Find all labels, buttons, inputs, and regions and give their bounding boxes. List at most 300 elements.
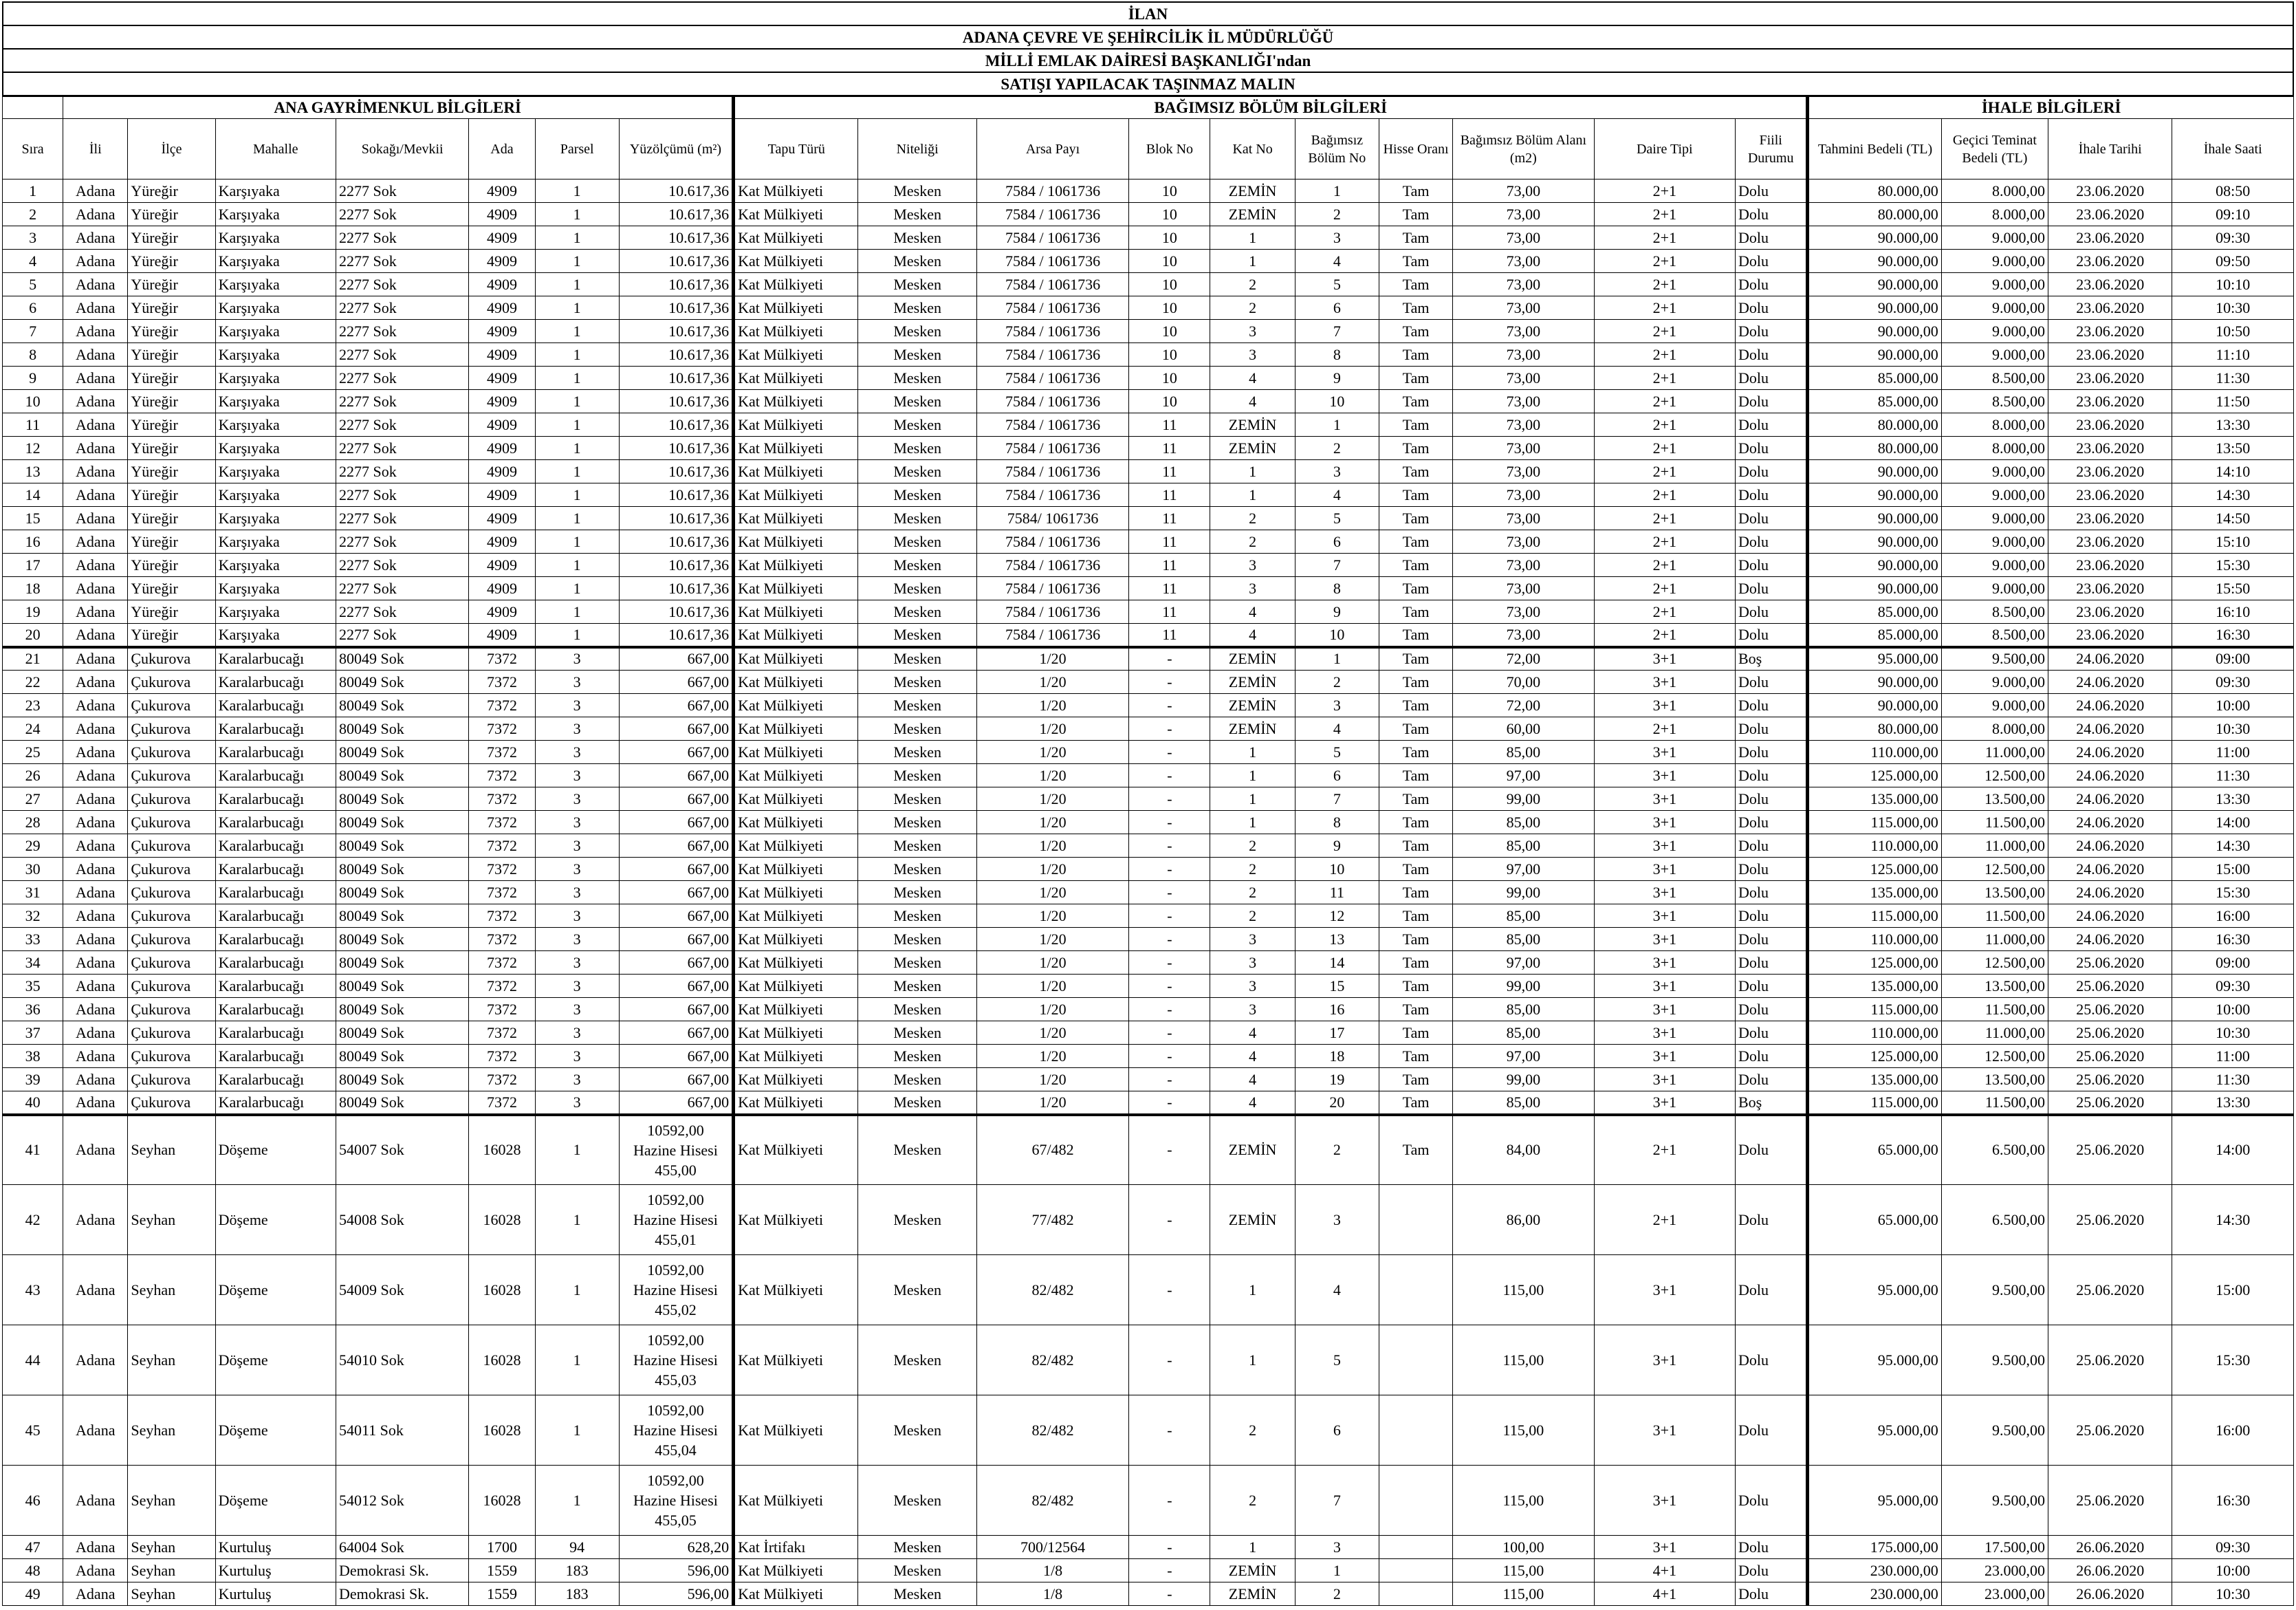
cell-ihale-saati: 13:30: [2172, 413, 2294, 437]
cell-tahmini-bedel: 110.000,00: [1808, 1021, 1941, 1045]
cell-hisse-orani: Tam: [1379, 343, 1452, 367]
cell-il: Adana: [63, 577, 128, 600]
cell-bolum-no: 6: [1295, 530, 1379, 554]
cell-il: Adana: [63, 881, 128, 904]
cell-hisse-orani: Tam: [1379, 460, 1452, 483]
cell-blok-no: -: [1129, 764, 1210, 787]
cell-hisse-orani: Tam: [1379, 1021, 1452, 1045]
table-row: [3, 1466, 2294, 1536]
cell-arsa-payi: 7584 / 1061736: [976, 367, 1128, 390]
cell-blok-no: -: [1129, 1068, 1210, 1091]
table-row: [3, 577, 2294, 600]
cell-arsa-payi: 7584 / 1061736: [976, 203, 1128, 226]
cell-niteligi: Mesken: [858, 858, 976, 881]
cell-fiili-durumu: Dolu: [1735, 1115, 1807, 1185]
cell-il: Adana: [63, 1466, 128, 1536]
cell-kat-no: 4: [1210, 624, 1295, 647]
cell-ihale-saati: 09:30: [2172, 226, 2294, 250]
cell-ilce: Çukurova: [128, 975, 215, 998]
cell-niteligi: Mesken: [858, 1536, 976, 1559]
cell-hisse-orani: Tam: [1379, 647, 1452, 671]
cell-tahmini-bedel: 135.000,00: [1808, 975, 1941, 998]
cell-tapu-turu: Kat Mülkiyeti: [734, 624, 858, 647]
cell-gecici-teminat: 9.000,00: [1941, 577, 2048, 600]
cell-bolum-alani: 73,00: [1453, 180, 1594, 203]
cell-kat-no: 1: [1210, 741, 1295, 764]
cell-mahalle: Karşıyaka: [215, 343, 336, 367]
cell-gecici-teminat: 13.500,00: [1941, 787, 2048, 811]
cell-ilce: Yüreğir: [128, 180, 215, 203]
cell-parsel: 1: [535, 460, 619, 483]
cell-ihale-tarihi: 23.06.2020: [2048, 250, 2172, 273]
cell-ihale-saati: 10:30: [2172, 717, 2294, 741]
cell-kat-no: 1: [1210, 483, 1295, 507]
cell-il: Adana: [63, 975, 128, 998]
cell-fiili-durumu: Dolu: [1735, 1395, 1807, 1466]
cell-bolum-no: 5: [1295, 741, 1379, 764]
cell-blok-no: -: [1129, 928, 1210, 951]
cell-blok-no: 11: [1129, 507, 1210, 530]
cell-ihale-tarihi: 23.06.2020: [2048, 483, 2172, 507]
cell-sira: 45: [3, 1395, 63, 1466]
cell-sira: 14: [3, 483, 63, 507]
cell-bolum-alani: 73,00: [1453, 530, 1594, 554]
cell-sokak: 2277 Sok: [336, 530, 468, 554]
cell-parsel: 1: [535, 413, 619, 437]
cell-hisse-orani: Tam: [1379, 273, 1452, 296]
cell-ilce: Yüreğir: [128, 343, 215, 367]
column-header-tahmini-bedel: Tahmini Bedeli (TL): [1808, 119, 1941, 180]
cell-niteligi: Mesken: [858, 1582, 976, 1606]
cell-il: Adana: [63, 507, 128, 530]
cell-blok-no: -: [1129, 694, 1210, 717]
cell-kat-no: 4: [1210, 1091, 1295, 1115]
cell-sokak: 2277 Sok: [336, 507, 468, 530]
cell-kat-no: 1: [1210, 226, 1295, 250]
cell-sira: 37: [3, 1021, 63, 1045]
cell-kat-no: 3: [1210, 975, 1295, 998]
cell-ihale-tarihi: 24.06.2020: [2048, 858, 2172, 881]
cell-fiili-durumu: Dolu: [1735, 1466, 1807, 1536]
cell-yuzolcumu: 10.617,36: [619, 203, 733, 226]
cell-hisse-orani: Tam: [1379, 811, 1452, 834]
cell-bolum-alani: 73,00: [1453, 507, 1594, 530]
cell-arsa-payi: 1/20: [976, 1068, 1128, 1091]
cell-bolum-no: 9: [1295, 600, 1379, 624]
cell-parsel: 1: [535, 273, 619, 296]
cell-bolum-no: 18: [1295, 1045, 1379, 1068]
cell-bolum-no: 4: [1295, 1255, 1379, 1325]
cell-ilce: Yüreğir: [128, 624, 215, 647]
cell-tapu-turu: Kat Mülkiyeti: [734, 413, 858, 437]
cell-bolum-alani: 115,00: [1453, 1466, 1594, 1536]
cell-arsa-payi: 67/482: [976, 1115, 1128, 1185]
cell-yuzolcumu: 667,00: [619, 811, 733, 834]
cell-blok-no: -: [1129, 975, 1210, 998]
cell-bolum-no: 20: [1295, 1091, 1379, 1115]
cell-blok-no: -: [1129, 998, 1210, 1021]
cell-ihale-saati: 10:30: [2172, 1021, 2294, 1045]
table-row: [3, 460, 2294, 483]
cell-fiili-durumu: Dolu: [1735, 390, 1807, 413]
cell-ada: 7372: [469, 951, 535, 975]
cell-bolum-alani: 60,00: [1453, 717, 1594, 741]
cell-tahmini-bedel: 80.000,00: [1808, 413, 1941, 437]
cell-ihale-tarihi: 25.06.2020: [2048, 1395, 2172, 1466]
cell-ihale-tarihi: 23.06.2020: [2048, 273, 2172, 296]
cell-ilce: Seyhan: [128, 1185, 215, 1255]
cell-ada: 4909: [469, 250, 535, 273]
cell-parsel: 3: [535, 1091, 619, 1115]
cell-il: Adana: [63, 1045, 128, 1068]
cell-sokak: 64004 Sok: [336, 1536, 468, 1559]
cell-hisse-orani: Tam: [1379, 1068, 1452, 1091]
cell-ihale-tarihi: 25.06.2020: [2048, 1068, 2172, 1091]
cell-bolum-alani: 100,00: [1453, 1536, 1594, 1559]
cell-bolum-no: 3: [1295, 460, 1379, 483]
cell-bolum-no: 5: [1295, 507, 1379, 530]
cell-tahmini-bedel: 90.000,00: [1808, 483, 1941, 507]
cell-hisse-orani: Tam: [1379, 904, 1452, 928]
cell-daire-tipi: 2+1: [1594, 273, 1735, 296]
cell-ihale-tarihi: 23.06.2020: [2048, 203, 2172, 226]
cell-yuzolcumu: 667,00: [619, 881, 733, 904]
cell-bolum-alani: 115,00: [1453, 1582, 1594, 1606]
cell-ihale-saati: 15:10: [2172, 530, 2294, 554]
cell-parsel: 3: [535, 834, 619, 858]
table-row: [3, 600, 2294, 624]
cell-ihale-saati: 16:10: [2172, 600, 2294, 624]
cell-ada: 4909: [469, 203, 535, 226]
cell-daire-tipi: 3+1: [1594, 928, 1735, 951]
cell-tahmini-bedel: 90.000,00: [1808, 296, 1941, 320]
cell-blok-no: -: [1129, 1395, 1210, 1466]
cell-fiili-durumu: Dolu: [1735, 998, 1807, 1021]
cell-ihale-tarihi: 24.06.2020: [2048, 671, 2172, 694]
cell-hisse-orani: Tam: [1379, 530, 1452, 554]
cell-hisse-orani: Tam: [1379, 717, 1452, 741]
cell-mahalle: Döşeme: [215, 1395, 336, 1466]
cell-parsel: 3: [535, 1021, 619, 1045]
cell-line: Hazine Hisesi: [633, 1351, 718, 1369]
cell-tahmini-bedel: 90.000,00: [1808, 530, 1941, 554]
cell-arsa-payi: 82/482: [976, 1395, 1128, 1466]
cell-tahmini-bedel: 90.000,00: [1808, 250, 1941, 273]
cell-mahalle: Karalarbucağı: [215, 741, 336, 764]
cell-ada: 7372: [469, 811, 535, 834]
cell-tahmini-bedel: 115.000,00: [1808, 904, 1941, 928]
cell-gecici-teminat: 11.500,00: [1941, 1091, 2048, 1115]
cell-ada: 1559: [469, 1559, 535, 1582]
cell-parsel: 1: [535, 1185, 619, 1255]
table-row: [3, 787, 2294, 811]
cell-ihale-saati: 11:30: [2172, 367, 2294, 390]
cell-bolum-alani: 73,00: [1453, 296, 1594, 320]
cell-mahalle: Döşeme: [215, 1115, 336, 1185]
cell-arsa-payi: 7584 / 1061736: [976, 180, 1128, 203]
cell-bolum-alani: 99,00: [1453, 787, 1594, 811]
cell-hisse-orani: Tam: [1379, 483, 1452, 507]
cell-ihale-saati: 14:50: [2172, 507, 2294, 530]
cell-ilce: Çukurova: [128, 858, 215, 881]
cell-niteligi: Mesken: [858, 460, 976, 483]
cell-arsa-payi: 1/20: [976, 741, 1128, 764]
table-row: [3, 858, 2294, 881]
cell-fiili-durumu: Dolu: [1735, 811, 1807, 834]
cell-kat-no: 2: [1210, 530, 1295, 554]
cell-arsa-payi: 1/20: [976, 975, 1128, 998]
cell-parsel: 3: [535, 858, 619, 881]
cell-kat-no: 3: [1210, 554, 1295, 577]
cell-daire-tipi: 2+1: [1594, 203, 1735, 226]
section-empty: [3, 97, 63, 119]
cell-tahmini-bedel: 115.000,00: [1808, 811, 1941, 834]
cell-kat-no: 4: [1210, 1045, 1295, 1068]
cell-ilce: Yüreğir: [128, 320, 215, 343]
cell-yuzolcumu: 628,20: [619, 1536, 733, 1559]
cell-sira: 15: [3, 507, 63, 530]
table-row: [3, 1395, 2294, 1466]
table-row: [3, 367, 2294, 390]
cell-ilce: Yüreğir: [128, 530, 215, 554]
cell-daire-tipi: 2+1: [1594, 226, 1735, 250]
cell-yuzolcumu: 10.617,36: [619, 390, 733, 413]
cell-sira: 21: [3, 647, 63, 671]
cell-tapu-turu: Kat Mülkiyeti: [734, 975, 858, 998]
cell-bolum-no: 15: [1295, 975, 1379, 998]
cell-tapu-turu: Kat Mülkiyeti: [734, 834, 858, 858]
cell-blok-no: 10: [1129, 343, 1210, 367]
cell-kat-no: 1: [1210, 1255, 1295, 1325]
cell-tahmini-bedel: 90.000,00: [1808, 671, 1941, 694]
table-row: [3, 928, 2294, 951]
cell-sokak: 54008 Sok: [336, 1185, 468, 1255]
cell-daire-tipi: 2+1: [1594, 320, 1735, 343]
cell-niteligi: Mesken: [858, 530, 976, 554]
cell-bolum-no: 6: [1295, 764, 1379, 787]
cell-yuzolcumu: 10.617,36: [619, 577, 733, 600]
cell-sira: 46: [3, 1466, 63, 1536]
cell-bolum-alani: 73,00: [1453, 250, 1594, 273]
cell-tapu-turu: Kat Mülkiyeti: [734, 577, 858, 600]
cell-blok-no: 10: [1129, 320, 1210, 343]
cell-niteligi: Mesken: [858, 320, 976, 343]
cell-ihale-tarihi: 23.06.2020: [2048, 296, 2172, 320]
cell-gecici-teminat: 11.000,00: [1941, 741, 2048, 764]
column-header-parsel: Parsel: [535, 119, 619, 180]
cell-kat-no: 1: [1210, 811, 1295, 834]
cell-fiili-durumu: Dolu: [1735, 834, 1807, 858]
table-row: [3, 226, 2294, 250]
cell-gecici-teminat: 11.500,00: [1941, 904, 2048, 928]
cell-blok-no: 10: [1129, 390, 1210, 413]
cell-ada: 4909: [469, 554, 535, 577]
cell-tahmini-bedel: 85.000,00: [1808, 624, 1941, 647]
cell-bolum-alani: 85,00: [1453, 904, 1594, 928]
cell-fiili-durumu: Dolu: [1735, 367, 1807, 390]
cell-niteligi: Mesken: [858, 273, 976, 296]
cell-niteligi: Mesken: [858, 1466, 976, 1536]
column-header-hisse-orani: Hisse Oranı: [1379, 119, 1452, 180]
cell-fiili-durumu: Dolu: [1735, 904, 1807, 928]
cell-mahalle: Kurtuluş: [215, 1536, 336, 1559]
cell-blok-no: -: [1129, 1559, 1210, 1582]
cell-niteligi: Mesken: [858, 624, 976, 647]
cell-yuzolcumu: 10.617,36: [619, 413, 733, 437]
cell-ihale-tarihi: 24.06.2020: [2048, 741, 2172, 764]
cell-parsel: 1: [535, 1325, 619, 1395]
cell-gecici-teminat: 6.500,00: [1941, 1115, 2048, 1185]
cell-sokak: 2277 Sok: [336, 390, 468, 413]
cell-tahmini-bedel: 135.000,00: [1808, 1068, 1941, 1091]
cell-hisse-orani: Tam: [1379, 600, 1452, 624]
cell-bolum-no: 3: [1295, 1536, 1379, 1559]
cell-fiili-durumu: Dolu: [1735, 624, 1807, 647]
cell-ada: 4909: [469, 413, 535, 437]
cell-daire-tipi: 3+1: [1594, 694, 1735, 717]
cell-fiili-durumu: Dolu: [1735, 483, 1807, 507]
cell-gecici-teminat: 9.000,00: [1941, 530, 2048, 554]
cell-hisse-orani: Tam: [1379, 787, 1452, 811]
cell-arsa-payi: 1/20: [976, 858, 1128, 881]
cell-parsel: 3: [535, 1045, 619, 1068]
cell-fiili-durumu: Dolu: [1735, 1045, 1807, 1068]
cell-ihale-tarihi: 23.06.2020: [2048, 180, 2172, 203]
cell-parsel: 1: [535, 1466, 619, 1536]
cell-bolum-alani: 99,00: [1453, 1068, 1594, 1091]
cell-mahalle: Karşıyaka: [215, 367, 336, 390]
cell-bolum-alani: 72,00: [1453, 694, 1594, 717]
cell-kat-no: 4: [1210, 367, 1295, 390]
cell-yuzolcumu: 667,00: [619, 694, 733, 717]
cell-gecici-teminat: 9.000,00: [1941, 296, 2048, 320]
cell-daire-tipi: 3+1: [1594, 647, 1735, 671]
cell-parsel: 1: [535, 203, 619, 226]
cell-tapu-turu: Kat Mülkiyeti: [734, 437, 858, 460]
cell-sira: 33: [3, 928, 63, 951]
cell-arsa-payi: 82/482: [976, 1325, 1128, 1395]
cell-daire-tipi: 3+1: [1594, 1045, 1735, 1068]
cell-bolum-alani: 97,00: [1453, 951, 1594, 975]
cell-tapu-turu: Kat Mülkiyeti: [734, 343, 858, 367]
cell-yuzolcumu: 667,00: [619, 928, 733, 951]
cell-mahalle: Karşıyaka: [215, 460, 336, 483]
cell-niteligi: Mesken: [858, 180, 976, 203]
cell-il: Adana: [63, 437, 128, 460]
cell-ihale-saati: 09:10: [2172, 203, 2294, 226]
cell-ihale-tarihi: 23.06.2020: [2048, 624, 2172, 647]
cell-hisse-orani: [1379, 1395, 1452, 1466]
cell-mahalle: Karalarbucağı: [215, 975, 336, 998]
cell-mahalle: Karşıyaka: [215, 624, 336, 647]
cell-yuzolcumu: 10.617,36: [619, 600, 733, 624]
cell-arsa-payi: 7584 / 1061736: [976, 483, 1128, 507]
cell-daire-tipi: 3+1: [1594, 1325, 1735, 1395]
cell-parsel: 3: [535, 694, 619, 717]
cell-ilce: Çukurova: [128, 694, 215, 717]
cell-sira: 17: [3, 554, 63, 577]
cell-ilce: Yüreğir: [128, 203, 215, 226]
cell-parsel: 3: [535, 951, 619, 975]
cell-tapu-turu: Kat Mülkiyeti: [734, 1255, 858, 1325]
cell-ihale-tarihi: 23.06.2020: [2048, 390, 2172, 413]
cell-ilce: Seyhan: [128, 1536, 215, 1559]
cell-gecici-teminat: 12.500,00: [1941, 1045, 2048, 1068]
cell-blok-no: 11: [1129, 600, 1210, 624]
cell-fiili-durumu: Dolu: [1735, 694, 1807, 717]
cell-gecici-teminat: 9.000,00: [1941, 343, 2048, 367]
cell-il: Adana: [63, 1185, 128, 1255]
cell-ada: 7372: [469, 858, 535, 881]
cell-daire-tipi: 2+1: [1594, 180, 1735, 203]
cell-gecici-teminat: 8.000,00: [1941, 180, 2048, 203]
cell-tahmini-bedel: 90.000,00: [1808, 577, 1941, 600]
cell-hisse-orani: Tam: [1379, 858, 1452, 881]
cell-ilce: Yüreğir: [128, 273, 215, 296]
cell-ihale-tarihi: 23.06.2020: [2048, 554, 2172, 577]
cell-niteligi: Mesken: [858, 694, 976, 717]
cell-hisse-orani: Tam: [1379, 694, 1452, 717]
cell-ihale-tarihi: 25.06.2020: [2048, 1255, 2172, 1325]
cell-niteligi: Mesken: [858, 577, 976, 600]
cell-bolum-no: 10: [1295, 858, 1379, 881]
cell-kat-no: 3: [1210, 928, 1295, 951]
cell-yuzolcumu: 10.617,36: [619, 507, 733, 530]
cell-il: Adana: [63, 1395, 128, 1466]
cell-tahmini-bedel: 90.000,00: [1808, 226, 1941, 250]
cell-line: 455,00: [655, 1161, 697, 1179]
cell-kat-no: 3: [1210, 951, 1295, 975]
cell-bolum-alani: 115,00: [1453, 1559, 1594, 1582]
cell-arsa-payi: 1/20: [976, 694, 1128, 717]
column-header-ilce: İlçe: [128, 119, 215, 180]
cell-parsel: 3: [535, 998, 619, 1021]
cell-kat-no: 1: [1210, 1536, 1295, 1559]
cell-tahmini-bedel: 80.000,00: [1808, 437, 1941, 460]
cell-gecici-teminat: 9.500,00: [1941, 647, 2048, 671]
column-header-blok-no: Blok No: [1129, 119, 1210, 180]
cell-ilce: Yüreğir: [128, 413, 215, 437]
cell-blok-no: -: [1129, 1536, 1210, 1559]
cell-daire-tipi: 3+1: [1594, 1395, 1735, 1466]
cell-arsa-payi: 1/20: [976, 998, 1128, 1021]
cell-fiili-durumu: Dolu: [1735, 226, 1807, 250]
cell-sokak: 80049 Sok: [336, 975, 468, 998]
cell-bolum-no: 8: [1295, 343, 1379, 367]
cell-ada: 4909: [469, 226, 535, 250]
cell-blok-no: -: [1129, 647, 1210, 671]
cell-ilce: Yüreğir: [128, 507, 215, 530]
cell-niteligi: Mesken: [858, 764, 976, 787]
cell-ihale-saati: 11:10: [2172, 343, 2294, 367]
cell-parsel: 3: [535, 928, 619, 951]
cell-bolum-alani: 85,00: [1453, 811, 1594, 834]
cell-daire-tipi: 2+1: [1594, 554, 1735, 577]
cell-ihale-tarihi: 24.06.2020: [2048, 694, 2172, 717]
cell-sira: 5: [3, 273, 63, 296]
cell-ada: 7372: [469, 717, 535, 741]
cell-sokak: 2277 Sok: [336, 624, 468, 647]
cell-kat-no: 1: [1210, 787, 1295, 811]
table-row: [3, 250, 2294, 273]
cell-tapu-turu: Kat Mülkiyeti: [734, 250, 858, 273]
cell-ihale-tarihi: 23.06.2020: [2048, 413, 2172, 437]
cell-hisse-orani: Tam: [1379, 296, 1452, 320]
cell-fiili-durumu: Dolu: [1735, 460, 1807, 483]
cell-mahalle: Karşıyaka: [215, 600, 336, 624]
cell-parsel: 3: [535, 787, 619, 811]
cell-tahmini-bedel: 110.000,00: [1808, 834, 1941, 858]
